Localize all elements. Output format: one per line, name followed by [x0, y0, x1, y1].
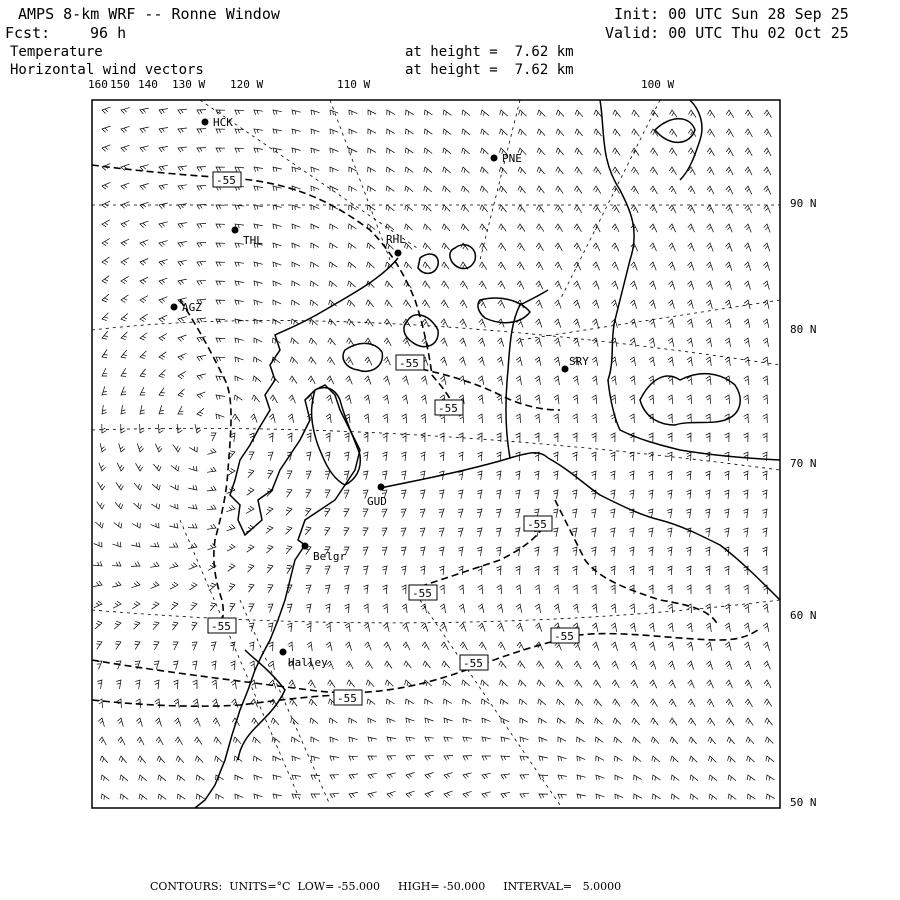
lon-label-100w: 100 W: [641, 78, 675, 91]
lon-label-160: 160: [88, 78, 108, 91]
contour-units-low: CONTOURS: UNITS=°C LOW= -55.000: [150, 880, 380, 893]
station-label-pne: PNE: [502, 152, 522, 165]
station-label-agz: AGZ: [182, 301, 202, 314]
forecast-label: Fcst:: [5, 24, 51, 42]
contour-label: -55: [554, 630, 574, 643]
station-dot-agz: [171, 304, 178, 311]
field-temperature: Temperature: [10, 44, 103, 60]
contour-label: -55: [412, 587, 432, 600]
init-time: Init: 00 UTC Sun 28 Sep 25: [614, 5, 849, 23]
lon-label-110w: 110 W: [337, 78, 371, 91]
contour-label: -55: [527, 518, 547, 531]
lon-label-120w: 120 W: [230, 78, 264, 91]
contour-label: -55: [216, 174, 236, 187]
height-temperature: at height = 7.62 km: [405, 44, 574, 60]
lon-label-130w: 130 W: [172, 78, 206, 91]
contour-label: -55: [399, 357, 419, 370]
lat-lon-grid: [92, 100, 780, 805]
station-label-gud: GUD: [367, 495, 387, 508]
contour-label: -55: [438, 402, 458, 415]
map-title: AMPS 8-km WRF -- Ronne Window: [18, 5, 280, 23]
lon-label-150: 150: [110, 78, 130, 91]
lon-label-140: 140: [138, 78, 158, 91]
lat-label-90n: 90 N: [790, 197, 817, 210]
height-wind: at height = 7.62 km: [405, 62, 574, 78]
contour-interval: INTERVAL= 5.0000: [503, 880, 622, 893]
station-dot-sry: [562, 366, 569, 373]
valid-time: Valid: 00 UTC Thu 02 Oct 25: [605, 24, 849, 42]
station-label-thl: THL: [243, 234, 263, 247]
station-dot-hck: [202, 119, 209, 126]
wind-vector-field: [93, 107, 775, 800]
field-wind-vectors: Horizontal wind vectors: [10, 62, 204, 78]
forecast-hours: 96 h: [90, 24, 127, 42]
station-dot-rhl: [395, 250, 402, 257]
contour-high: HIGH= -50.000: [398, 880, 486, 893]
station-label-rhl: RHL: [386, 233, 406, 246]
contour-label-group: [208, 172, 579, 705]
contour-label: -55: [463, 657, 483, 670]
station-dot-pne: [491, 155, 498, 162]
lat-label-60n: 60 N: [790, 609, 817, 622]
station-dot-thl: [232, 227, 239, 234]
station-label-hck: HCK: [213, 116, 233, 129]
station-dot-halley: [280, 649, 287, 656]
station-markers: [171, 116, 590, 669]
station-dot-belgr: [302, 543, 309, 550]
station-label-halley: Halley: [288, 656, 328, 669]
contour-label: -55: [337, 692, 357, 705]
lat-label-70n: 70 N: [790, 457, 817, 470]
contour-legend: [150, 880, 639, 893]
station-label-belgr: Belgr: [313, 550, 347, 563]
station-label-sry: SRY: [569, 355, 589, 368]
map-frame: [92, 100, 780, 808]
lat-label-80n: 80 N: [790, 323, 817, 336]
station-dot-gud: [378, 484, 385, 491]
contour-label: -55: [211, 620, 231, 633]
lat-label-50n: 50 N: [790, 796, 817, 809]
